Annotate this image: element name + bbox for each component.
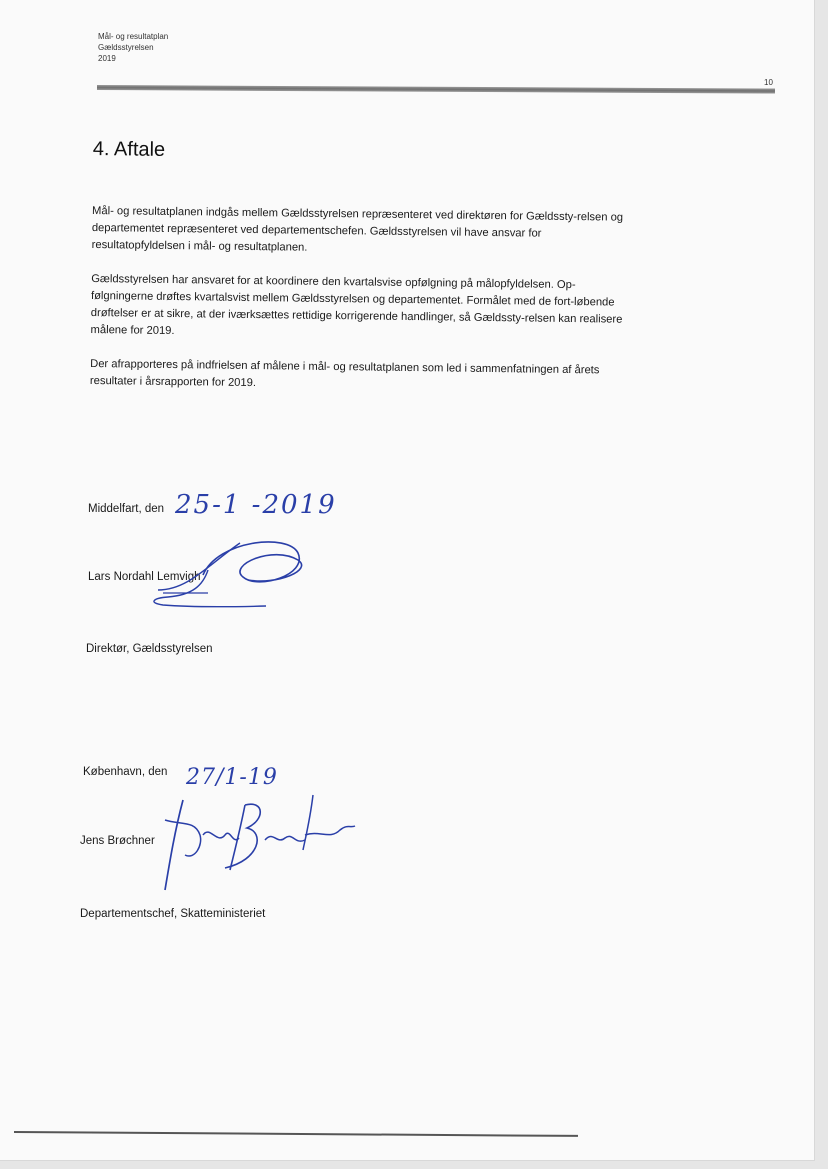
signatory-title: Departementschef, Skatteministeriet: [80, 908, 266, 920]
signatory-title: Direktør, Gældsstyrelsen: [86, 643, 213, 655]
signatory-name: Jens Brøchner: [80, 835, 155, 847]
header-year: 2019: [98, 54, 116, 63]
header-title: Mål- og resultatplan: [98, 32, 169, 41]
handwritten-signature-icon: [155, 790, 355, 900]
header-agency: Gældsstyrelsen: [98, 43, 154, 52]
paragraph-agreement: Mål- og resultatplanen indgås mellem Gældsstyrelsen repræsenteret ved direktøren for Gældssty-relsen og departementet repræsenteret ved departementschefen. Gældsstyrelsen vil have ansvar for resultatopfyldelsen i mål- og resultatplanen.: [91, 204, 624, 254]
handwritten-signature-icon: [148, 535, 308, 615]
section-title: 4. Aftale: [92, 138, 166, 161]
place-date-label: København, den: [83, 766, 168, 778]
handwritten-date: 25-1 -2019: [175, 490, 337, 520]
paragraph-reporting: Der afrapporteres på indfrielsen af målene i mål- og resultatplanen som led i sammenfatningen af årets resultater i årsrapporten for 2019.: [89, 357, 600, 390]
running-header: [98, 31, 168, 64]
footer-divider: [14, 1131, 578, 1136]
paragraph-followup: Gældsstyrelsen har ansvaret for at koordinere den kvartalsvise opfølgning på målopfyldelsen. Op-følgningerne drøftes kvartalsvist mellem Gældsstyrelsen og departementet. Formålet med de fort-løbende drøftelser er at sikre, at der iværksættes rettidige korrigerende handlinger, så Gældssty-relsen kan realisere målene for 2019.: [90, 272, 623, 338]
place-date-label: Middelfart, den: [88, 503, 165, 515]
header-divider: [97, 85, 775, 94]
signatory-name: Lars Nordahl Lemvigh: [88, 571, 201, 583]
handwritten-date: 27/1-19: [186, 765, 278, 790]
page-number: 10: [764, 78, 773, 87]
main-content: [90, 138, 628, 414]
